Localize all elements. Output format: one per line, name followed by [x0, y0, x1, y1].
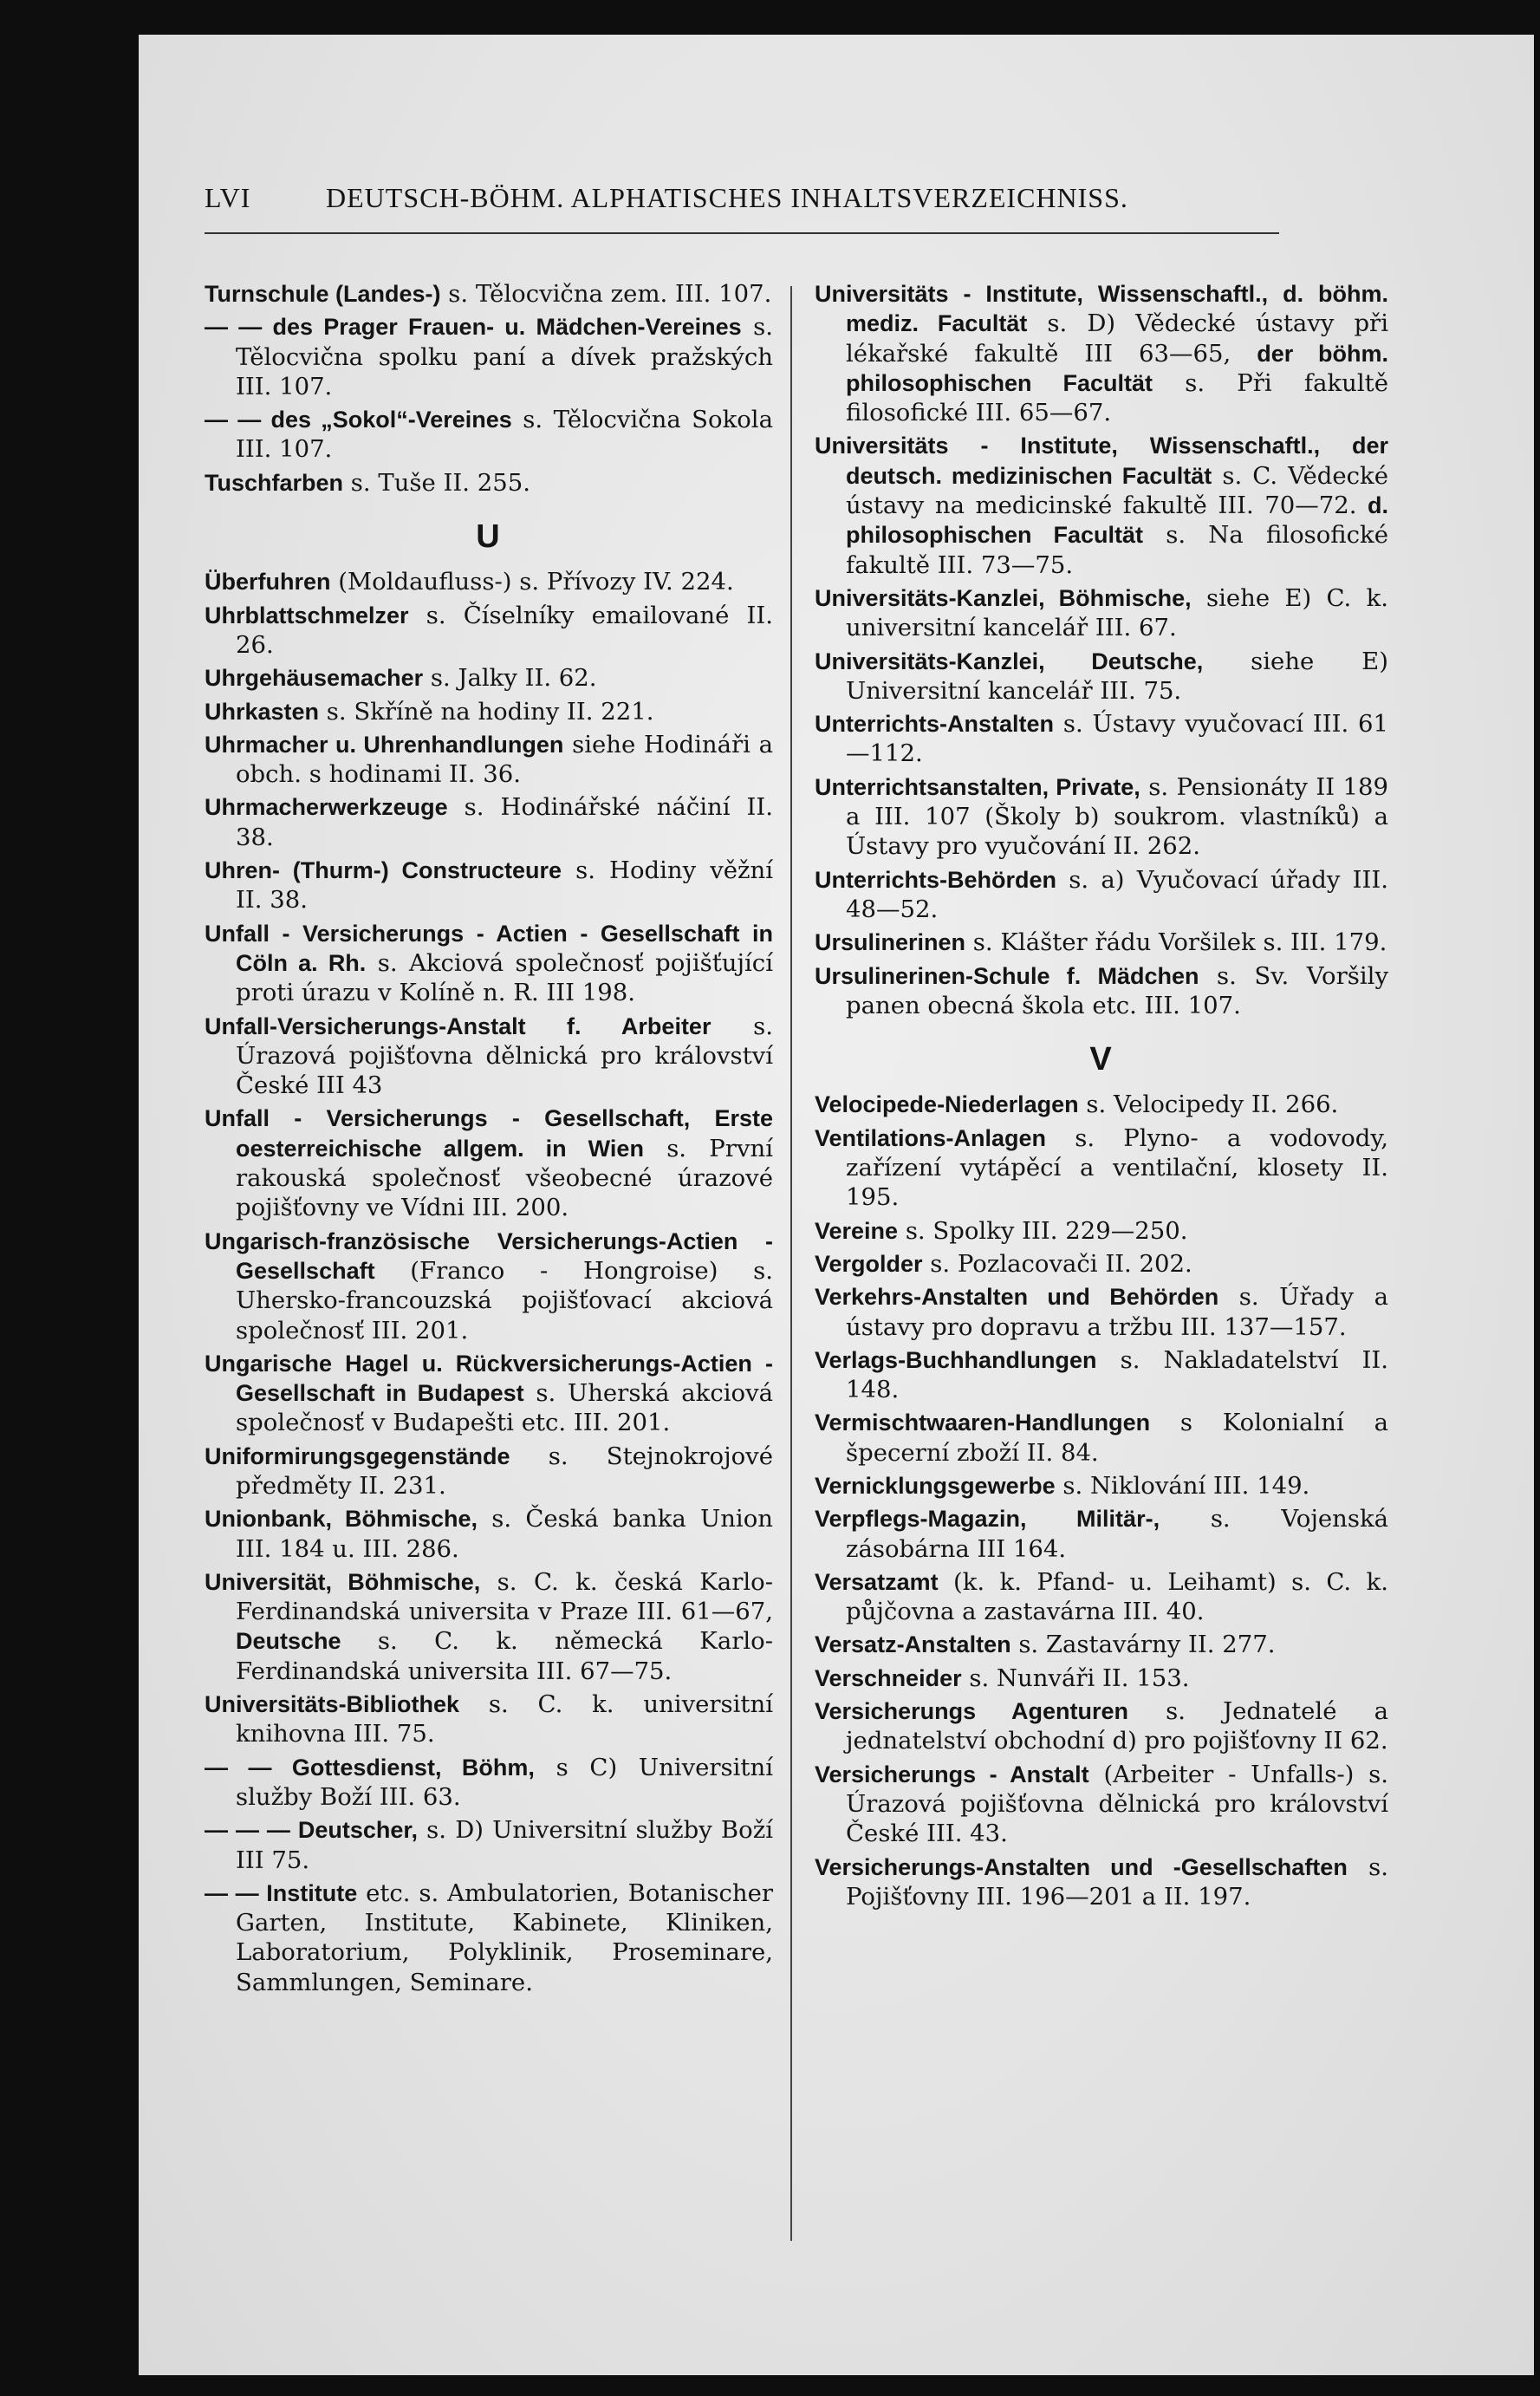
entry-term: Versicherungs Agenturen	[815, 1698, 1128, 1725]
entry-term: Ungarische Hagel u. Rückversicherungs-Actien - Gesellschaft in Budapest	[205, 1350, 773, 1407]
entry-term: Uhrkasten	[205, 698, 320, 725]
index-entry	[205, 601, 773, 661]
entry-term: Überfuhren	[205, 569, 331, 596]
entry-term: Uhrblattschmelzer	[205, 602, 409, 628]
index-entry	[205, 312, 773, 401]
index-entry	[205, 1567, 773, 1686]
left-column	[205, 279, 773, 2001]
entry-term: Unfall - Versicherungs - Gesellschaft, Erste oesterreichische allgem. in Wien	[205, 1105, 773, 1162]
entry-term: Verschneider	[815, 1664, 962, 1691]
entry-reference: s. Jednatelé a jednatelství obchodní d) pro pojišťovny II 62.	[846, 1697, 1388, 1755]
entry-reference: s. Na filosofické fakultě III. 73—75.	[846, 521, 1388, 579]
entry-reference: s. Tuše II. 255.	[343, 468, 530, 497]
entry-reference: s. Velocipedy II. 266.	[1078, 1091, 1339, 1119]
index-entry	[205, 792, 773, 852]
entry-term: — — Gottesdienst, Böhm,	[205, 1754, 535, 1781]
entry-reference: siehe E) C. k. universitní kancelář III. 67.	[846, 583, 1388, 642]
entry-term: d. philosophischen Facultät	[846, 492, 1388, 549]
entry-reference: (Franco - Hongroise) s. Uhersko-francouzská pojišťovací akciová společnosť III. 201.	[236, 1256, 773, 1344]
page-number: LVI	[205, 182, 251, 213]
index-entry	[815, 1345, 1388, 1405]
entry-reference: s. Jalky II. 62.	[423, 664, 597, 693]
section-letter: U	[476, 518, 502, 556]
index-entry	[815, 1664, 1388, 1693]
entry-term: Turnschule (Landes-)	[205, 281, 441, 307]
entry-term: Uhrmacher u. Uhrenhandlungen	[205, 731, 564, 758]
entry-reference: s. C. k. universitní knihovna III. 75.	[236, 1690, 773, 1748]
index-entry	[815, 1567, 1388, 1627]
index-entry	[815, 1760, 1388, 1849]
entry-term: — — — Deutscher,	[205, 1817, 418, 1844]
entry-term: der böhm. philosophischen Facultät	[846, 340, 1388, 396]
index-entry	[815, 647, 1388, 706]
index-entry	[205, 1753, 773, 1813]
entry-reference: s. Česká banka Union III. 184 u. III. 286.	[236, 1505, 773, 1563]
entry-term: Unterrichts-Anstalten	[815, 711, 1055, 738]
index-entry	[815, 279, 1388, 427]
page-title: DEUTSCH-BÖHM. ALPHATISCHES INHALTSVERZEICHNISS.	[326, 182, 1128, 213]
index-entry	[815, 1630, 1388, 1659]
index-entry	[205, 663, 773, 693]
entry-reference: s. Spolky III. 229—250.	[898, 1216, 1188, 1245]
entry-term: Deutsche	[236, 1628, 341, 1655]
entry-reference: s. První rakouská společnosť všeobecné úrazové pojišťovny ve Vídni III. 200.	[236, 1134, 773, 1222]
entry-reference: s. Nakladatelství II. 148.	[846, 1345, 1388, 1404]
entry-reference: s C) Universitní služby Boží III. 63.	[236, 1753, 773, 1811]
entry-reference: s. Pensionáty II 189 a III. 107 (Školy b) soukrom. vlastníků) a Ústavy pro vyučování II. 262.	[846, 772, 1388, 861]
entry-reference: s. Pojišťovny III. 196—201 a II. 197.	[846, 1852, 1388, 1911]
entry-reference: s. Sv. Voršily panen obecná škola etc. III. 107.	[846, 961, 1388, 1019]
index-entry	[815, 1504, 1388, 1564]
entry-reference: s. Skříně na hodiny II. 221.	[319, 697, 654, 726]
index-entry	[815, 431, 1388, 579]
entry-term: Universitäts-Bibliothek	[205, 1691, 460, 1718]
entry-reference: s. D) Universitní služby Boží III 75.	[236, 1816, 773, 1874]
index-entry	[815, 928, 1388, 957]
right-column	[815, 279, 1388, 1915]
index-entry	[815, 1471, 1388, 1501]
entry-term: Universitäts-Kanzlei, Deutsche,	[815, 648, 1204, 674]
entry-reference: (Moldaufluss-) s. Přívozy IV. 224.	[330, 568, 734, 596]
entry-term: Ventilations-Anlagen	[815, 1124, 1047, 1151]
entry-reference: s. Uherská akciová společnosť v Budapešti etc. III. 201.	[236, 1379, 773, 1437]
section-letter: V	[1089, 1041, 1114, 1078]
entry-term: Vernicklungsgewerbe	[815, 1472, 1056, 1499]
entry-term: Versatzamt	[815, 1568, 939, 1595]
index-entry	[205, 1878, 773, 1997]
entry-reference: (k. k. Pfand- u. Leihamt) s. C. k. půjčovna a zastavárna III. 40.	[846, 1567, 1388, 1626]
index-entry	[205, 1442, 773, 1501]
entry-reference: s. Tělocvična spolku paní a dívek pražských III. 107.	[236, 313, 773, 400]
index-entry	[815, 583, 1388, 643]
entry-term: Unterrichtsanstalten, Private,	[815, 773, 1140, 800]
entry-term: Universitäts - Institute, Wissenschaftl., der deutsch. medizinischen Facultät	[815, 433, 1388, 489]
entry-reference: (Arbeiter - Unfalls-) s. Úrazová pojišťovna dělnická pro království České III. 43.	[846, 1760, 1388, 1848]
index-entry	[205, 1227, 773, 1345]
entry-term: Uhrmacherwerkzeuge	[205, 794, 448, 821]
entry-reference: s. Klášter řádu Voršilek s. III. 179.	[965, 928, 1387, 957]
entry-term: Versicherungs-Anstalten und -Gesellschaften	[815, 1853, 1348, 1880]
index-entry	[205, 919, 773, 1008]
index-entry	[205, 1349, 773, 1438]
index-entry	[815, 1090, 1388, 1119]
index-entry	[205, 1012, 773, 1101]
entry-term: Ursulinerinen-Schule f. Mädchen	[815, 962, 1199, 989]
page-header	[205, 182, 1279, 224]
entry-term: Uhrgehäusemacher	[205, 665, 424, 692]
entry-term: Universität, Böhmische,	[205, 1568, 481, 1595]
entry-reference: s. Tělocvična zem. III. 107.	[440, 280, 772, 308]
index-entry	[815, 1249, 1388, 1279]
index-entry	[205, 1690, 773, 1749]
index-entry	[815, 1123, 1388, 1213]
entry-term: Unfall - Versicherungs - Actien - Gesellschaft in Cöln a. Rh.	[205, 920, 773, 976]
index-entry	[205, 730, 773, 790]
entry-reference: s. Akciová společnosť pojišťující proti úrazu v Kolíně n. R. III 198.	[236, 948, 774, 1007]
index-entry	[205, 697, 773, 726]
index-entry	[205, 1104, 773, 1222]
index-entry	[815, 1408, 1388, 1468]
entry-term: Versatz-Anstalten	[815, 1631, 1011, 1658]
entry-reference: s. Zastavárny II. 277.	[1010, 1631, 1276, 1659]
index-entry	[205, 856, 773, 915]
entry-term: Ursulinerinen	[815, 929, 966, 956]
entry-term: Vereine	[815, 1217, 899, 1244]
index-entry	[205, 405, 773, 465]
entry-reference: s. Při fakultě filosofické III. 65—67.	[846, 368, 1388, 427]
entry-term: Uniformirungsgegenstände	[205, 1442, 510, 1469]
entry-term: Verpflegs-Magazin, Militär-,	[815, 1506, 1160, 1533]
entry-term: Velocipede-Niederlagen	[815, 1091, 1079, 1118]
entry-reference: siehe Hodináři a obch. s hodinami II. 36.	[236, 730, 773, 789]
entry-reference: s. C. k. německá Karlo-Ferdinandská universita III. 67—75.	[236, 1627, 773, 1685]
entry-reference: s. Hodinářské náčiní II. 38.	[236, 793, 773, 851]
entry-term: Uhren- (Thurm-) Constructeure	[205, 857, 562, 884]
index-entry	[815, 1282, 1388, 1342]
index-entry	[205, 1504, 773, 1564]
entry-reference: s. Hodiny věžní II. 38.	[236, 856, 773, 915]
entry-reference: s. a) Vyučovací úřady III. 48—52.	[846, 865, 1388, 923]
entry-term: — — des Prager Frauen- u. Mädchen-Vereines	[205, 314, 742, 341]
entry-term: — — des „Sokol“-Vereines	[205, 407, 512, 433]
entry-reference: s. Nunváři II. 153.	[961, 1664, 1190, 1692]
index-entry	[815, 1696, 1388, 1756]
entry-term: Tuschfarben	[205, 469, 344, 496]
entry-term: Universitäts-Kanzlei, Böhmische,	[815, 584, 1192, 611]
index-entry	[815, 772, 1388, 862]
column-divider	[790, 286, 792, 2241]
index-entry	[205, 468, 773, 498]
entry-reference: s. Pozlacovači II. 202.	[922, 1249, 1192, 1278]
entry-reference: s. Úrazová pojišťovna dělnická pro království České III 43	[236, 1012, 773, 1100]
entry-reference: s. Vojenská zásobárna III 164.	[846, 1505, 1389, 1563]
entry-reference: siehe E) Universitní kancelář III. 75.	[846, 647, 1388, 705]
header-rule	[205, 232, 1279, 234]
entry-term: Unterrichts-Behörden	[815, 866, 1057, 893]
entry-reference: s. Plyno- a vodovody, zařízení vytápěcí a ventilační, klosety II. 195.	[846, 1123, 1388, 1212]
entry-reference: s. C. k. česká Karlo-Ferdinandská universita v Praze III. 61—67,	[236, 1567, 773, 1626]
index-entry	[815, 1852, 1388, 1912]
index-entry	[205, 1815, 773, 1875]
index-entry	[815, 709, 1388, 769]
entry-term: — — Institute	[205, 1879, 358, 1906]
entry-term: Versicherungs - Anstalt	[815, 1761, 1089, 1787]
index-entry	[815, 865, 1388, 925]
entry-reference: s. D) Vědecké ústavy při lékařské fakultě III 63—65,	[846, 309, 1388, 368]
entry-reference: etc. s. Ambulatorien, Botanischer Garten, Institute, Kabinete, Kliniken, Laboratorium, Polyklinik, Proseminare, Sammlungen, Seminare.	[236, 1878, 774, 1996]
entry-reference: s. Stejnokrojové předměty II. 231.	[236, 1442, 773, 1500]
entry-term: Unionbank, Böhmische,	[205, 1506, 478, 1533]
entry-reference: s. Číselníky emailované II. 26.	[236, 601, 773, 659]
entry-term: Vermischtwaaren-Handlungen	[815, 1410, 1151, 1436]
entry-reference: s Kolonialní a špecerní zboží II. 84.	[846, 1409, 1388, 1467]
entry-term: Unfall-Versicherungs-Anstalt f. Arbeiter	[205, 1012, 712, 1039]
entry-term: Verlags-Buchhandlungen	[815, 1346, 1097, 1373]
entry-reference: s. Ústavy vyučovací III. 61—112.	[846, 710, 1388, 768]
entry-term: Ungarisch-französische Versicherungs-Actien - Gesellschaft	[205, 1227, 773, 1284]
entry-term: Universitäts - Institute, Wissenschaftl., d. böhm. mediz. Facultät	[815, 281, 1388, 337]
index-entry	[205, 567, 773, 596]
index-entry	[205, 279, 773, 309]
index-entry	[815, 1216, 1388, 1246]
entry-reference: s. Úřady a ústavy pro dopravu a tržbu III. 137—157.	[846, 1283, 1388, 1341]
entry-reference: s. Niklování III. 149.	[1055, 1471, 1310, 1500]
entry-term: Verkehrs-Anstalten und Behörden	[815, 1284, 1219, 1311]
entry-reference: s. C. Vědecké ústavy na medicinské fakultě III. 70—72.	[846, 461, 1388, 520]
entry-reference: s. Tělocvična Sokola III. 107.	[236, 406, 773, 464]
index-entry	[815, 961, 1388, 1021]
entry-term: Vergolder	[815, 1250, 923, 1277]
